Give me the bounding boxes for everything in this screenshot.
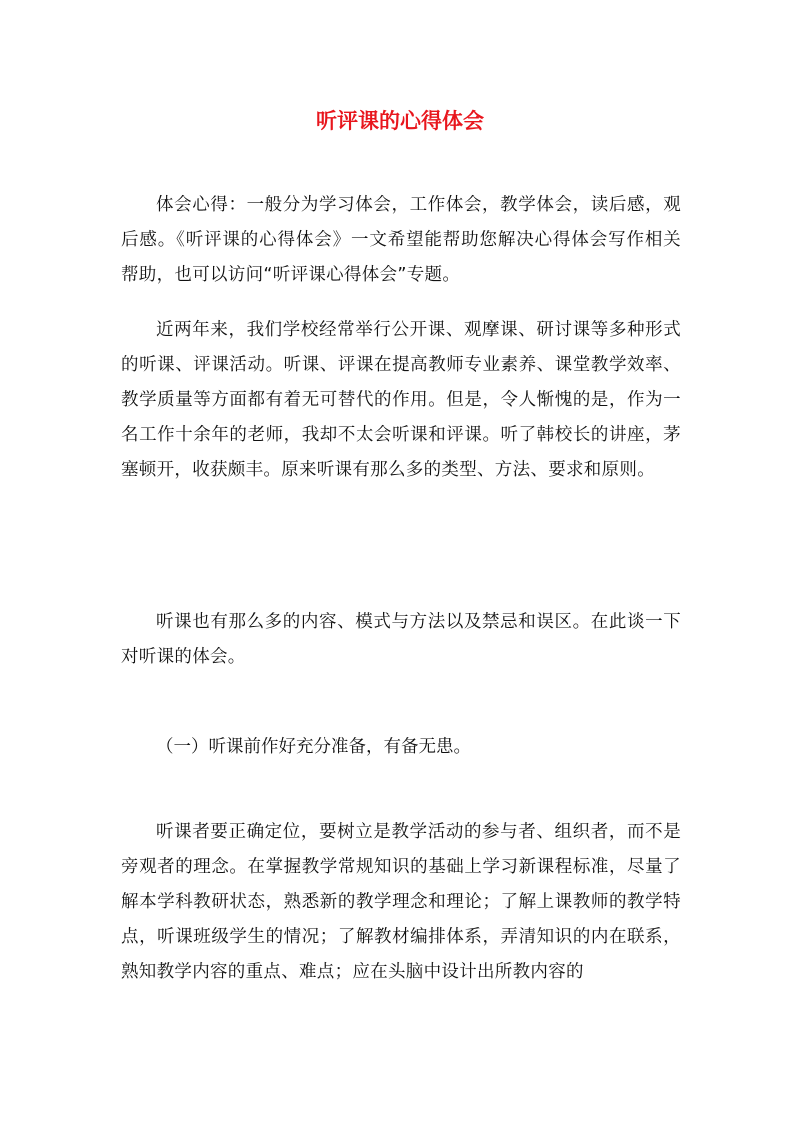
section-heading-1: （一）听课前作好充分准备，有备无患。: [156, 737, 471, 757]
body-paragraph-background: 近两年来，我们学校经常举行公开课、观摩课、研讨课等多种形式的听课、评课活动。听课、评课在提高教师专业素养、课堂教学效率、教学质量等方面都有着无可替代的作用。但是，令人惭愧的是，作为一名工作十余年的老师，我却不太会听课和评课。听了韩校长的讲座，茅塞顿开，收获颇丰。原来听课有那么多的类型、方法、要求和原则。: [121, 320, 681, 480]
body-paragraph-content: 听课也有那么多的内容、模式与方法以及禁忌和误区。在此谈一下对听课的体会。: [121, 612, 681, 667]
body-paragraph-preparation: 听课者要正确定位，要树立是教学活动的参与者、组织者，而不是旁观者的理念。在掌握教学常规知识的基础上学习新课程标准，尽量了解本学科教研状态，熟悉新的教学理念和理论；了解上课教师的教学特点，听课班级学生的情况；了解教材编排体系，弄清知识的内在联系，熟知教学内容的重点、难点；应在头脑中设计出所教内容的: [121, 822, 681, 982]
document-title: 听评课的心得体会: [316, 109, 484, 133]
intro-paragraph: 体会心得：一般分为学习体会，工作体会，教学体会，读后感，观后感。《听评课的心得体会》一文希望能帮助您解决心得体会写作相关帮助，也可以访问“听评课心得体会”专题。: [121, 195, 681, 285]
